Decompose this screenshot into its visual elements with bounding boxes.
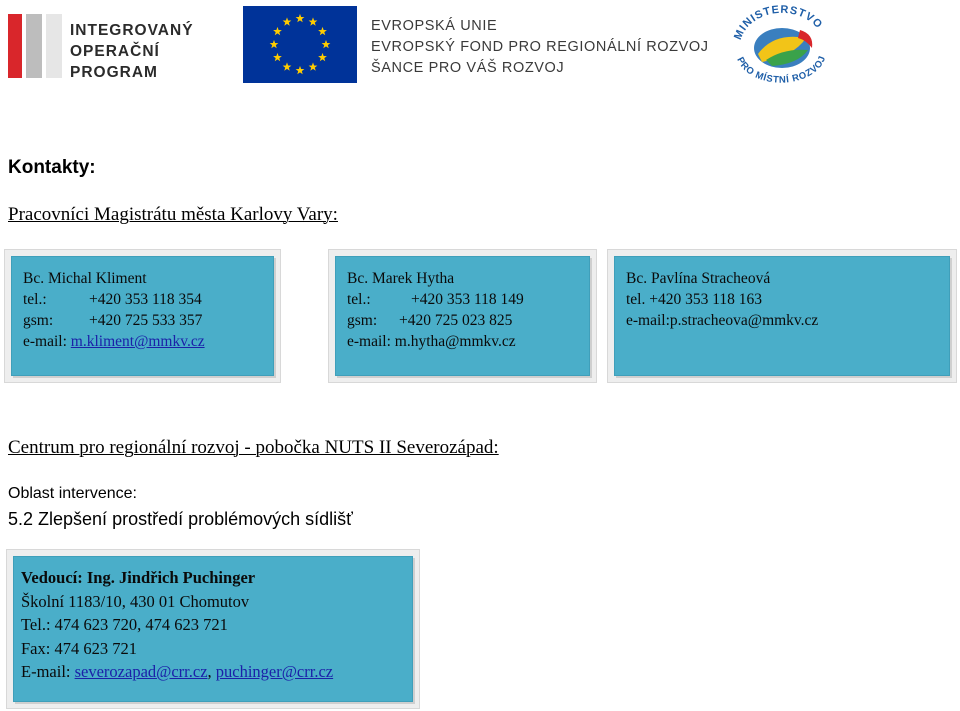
centrum-email-label: E-mail:	[21, 662, 71, 681]
eu-line-2: EVROPSKÝ FOND PRO REGIONÁLNÍ ROZVOJ	[371, 39, 709, 55]
contact-name: Bc. Marek Hytha	[347, 270, 455, 287]
eu-text-block	[371, 16, 709, 79]
mmr-top-text: MINISTERSTVO	[731, 4, 825, 42]
contact-name: Bc. Michal Kliment	[23, 270, 147, 287]
centrum-email-link-1[interactable]: severozapad@crr.cz	[74, 662, 208, 681]
tel-label: tel.:	[347, 291, 371, 308]
tel-value: +420 353 118 354	[89, 291, 202, 308]
iop-line-3: PROGRAM	[70, 64, 158, 81]
centrum-tel: Tel.: 474 623 720, 474 623 721	[21, 615, 228, 634]
staff-subheading: Pracovníci Magistrátu města Karlovy Vary:	[8, 204, 338, 225]
contact-card-3	[607, 249, 957, 383]
centrum-head: Vedoucí: Ing. Jindřich Puchinger	[21, 568, 256, 587]
gsm-value: +420 725 023 825	[399, 312, 513, 329]
email-label: e-mail:	[347, 333, 391, 350]
email-label: e-mail:	[23, 333, 67, 350]
tel-label: tel.:	[23, 291, 47, 308]
gsm-label: gsm:	[347, 312, 378, 329]
mmr-logo	[722, 4, 842, 84]
iop-line-1: INTEGROVANÝ	[70, 22, 194, 39]
intervention-area-value: 5.2 Zlepšení prostředí problémových sídlišť	[8, 509, 353, 529]
eu-flag	[243, 6, 357, 83]
iop-logo	[8, 8, 218, 86]
email-separator: ,	[207, 662, 212, 681]
centrum-title: Centrum pro regionální rozvoj - pobočka NUTS II Severozápad:	[8, 437, 499, 458]
contact-name: Bc. Pavlína Stracheová	[626, 270, 771, 287]
centrum-fax: Fax: 474 623 721	[21, 638, 137, 658]
intervention-area-label: Oblast intervence:	[8, 485, 137, 502]
ministry-emblem-icon	[722, 4, 842, 84]
eu-flag-icon	[243, 6, 357, 83]
centrum-email-link-2[interactable]: puchinger@crr.cz	[215, 662, 334, 681]
centrum-card	[6, 549, 420, 709]
email-value: m.hytha@mmkv.cz	[394, 333, 516, 350]
eu-line-1: EVROPSKÁ UNIE	[371, 18, 498, 34]
page-heading: Kontakty:	[8, 157, 96, 178]
tel-line: tel. +420 353 118 163	[626, 291, 763, 308]
centrum-address: Školní 1183/10, 430 01 Chomutov	[21, 591, 250, 611]
email-line: e-mail:p.stracheova@mmkv.cz	[626, 312, 819, 329]
gsm-value: +420 725 533 357	[89, 312, 203, 329]
contact-card-1	[4, 249, 281, 383]
tel-value: +420 353 118 149	[411, 291, 524, 308]
contact-card-2	[328, 249, 597, 383]
email-link[interactable]: m.kliment@mmkv.cz	[70, 333, 205, 350]
iop-emblem-icon	[8, 8, 68, 86]
eu-line-3: ŠANCE PRO VÁŠ ROZVOJ	[371, 60, 565, 76]
iop-line-2: OPERAČNÍ	[70, 43, 160, 60]
mmr-bottom-text: PRO MÍSTNÍ ROZVOJ	[734, 54, 829, 84]
gsm-label: gsm:	[23, 312, 54, 329]
